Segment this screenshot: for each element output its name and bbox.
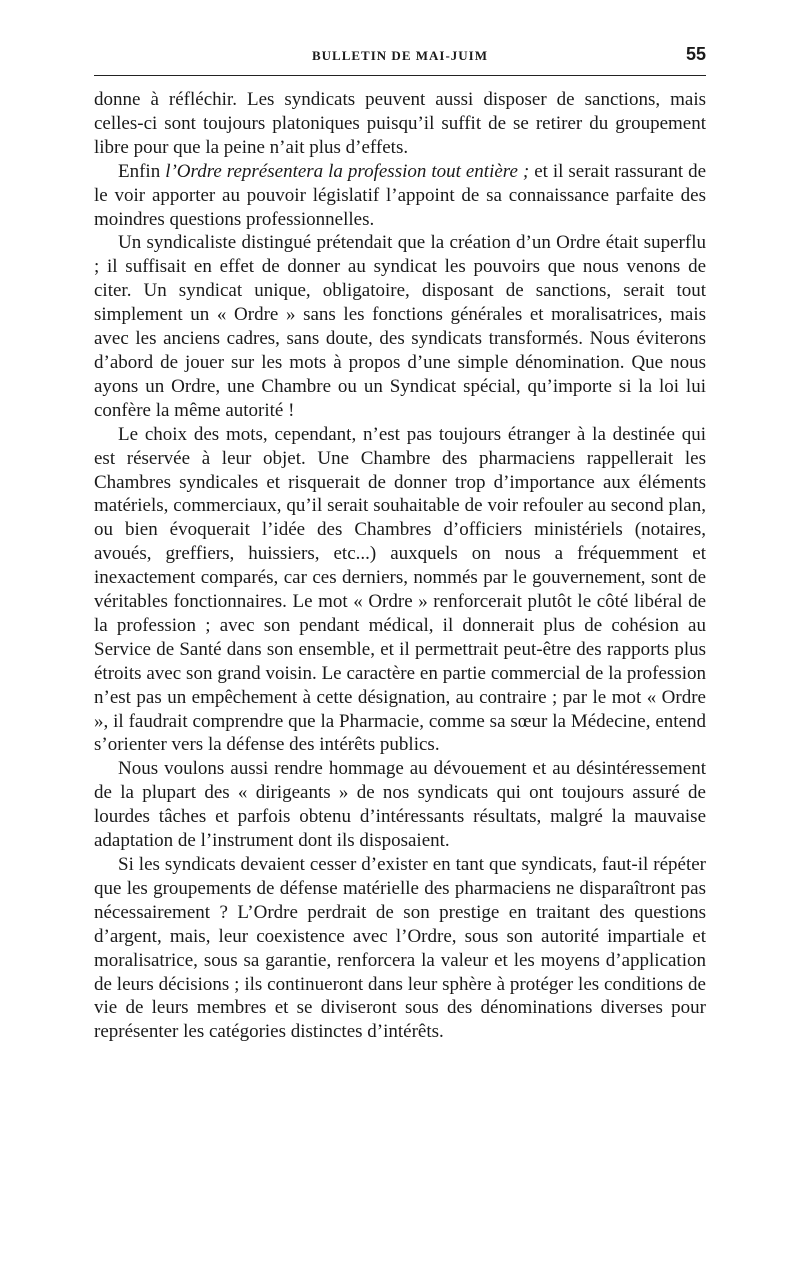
running-title: BULLETIN DE MAI-JUIM [311, 48, 488, 63]
running-header [94, 42, 706, 72]
paragraph-2 [94, 160, 706, 232]
body-text [94, 88, 706, 1044]
paragraph-2-italic-phrase: l’Ordre représentera la profession tout entière ; [165, 160, 530, 182]
paragraph-1: donne à réfléchir. Les syndicats peuvent aussi disposer de sanctions, mais celles-ci sont toujours platoniques puisqu’il suffit de se retirer du groupement libre pour que la peine n’ait plus d’effets. [94, 89, 706, 158]
page [94, 42, 706, 1044]
paragraph-2-rest: et il serait rassurant de le voir apporter au pouvoir législatif l’appoint de sa connaissance parfaite des moindres questions professionnelles. [94, 160, 707, 230]
paragraph-5: Nous voulons aussi rendre hommage au dévouement et au désintéressement de la plupart des « dirigeants » de nos syndicats qui ont toujours assuré de lourdes tâches et parfois obtenu d’intéressants résultats, malgré la mauvaise adaptation de l’instrument dont ils disposaient. [94, 758, 706, 852]
page-number: 55 [685, 44, 706, 64]
paragraph-3: Un syndicaliste distingué prétendait que la création d’un Ordre était superflu ; il suffisait en effet de donner au syndicat les pouvoirs que nous venons de citer. Un syndicat unique, obligatoire, disposant de sanctions, serait tout simplement un « Ordre » sans les fonctions générales et moralisatrices, mais avec les anciens cadres, sans doute, des syndicats transformés. Nous éviterons d’abord de jouer sur les mots à propos d’une simple dénomination. Que nous ayons un Ordre, une Chambre ou un Syndicat spécial, qu’importe si la loi lui confère la même autorité ! [94, 232, 706, 421]
paragraph-4: Le choix des mots, cependant, n’est pas toujours étranger à la destinée qui est réservée à leur objet. Une Chambre des pharmaciens rappellerait les Chambres syndicales et risquerait de donner trop d’importance aux éléments matériels, commerciaux, qu’il serait souhaitable de voir refouler au second plan, ou bien évoquerait l’idée des Chambres d’officiers ministériels (notaires, avoués, greffiers, huissiers, etc...) auxquels on nous a fréquemment et inexactement comparés, car ces derniers, nommés par le gouvernement, sont de véritables fonctionnaires. Le mot « Ordre » renforcerait plutôt le côté libéral de la profession ; avec son pendant médical, il donnerait plus de cohésion au Service de Santé dans son ensemble, et il permettrait peut-être des rapports plus étroits avec son grand voisin. Le caractère en partie commercial de la profession n’est pas un empêchement à cette désignation, au contraire ; par le mot « Ordre », il faudrait comprendre que la Pharmacie, comme sa sœur la Médecine, entend s’orienter vers la défense des intérêts publics. [94, 423, 706, 756]
header-rule [94, 75, 706, 76]
paragraph-6: Si les syndicats devaient cesser d’exister en tant que syndicats, faut-il répéter que les groupements de défense matérielle des pharmaciens ne disparaîtront pas nécessairement ? L’Ordre perdrait de son prestige en traitant des questions d’argent, mais, leur coexistence avec l’Ordre, sous son autorité impartiale et moralisatrice, sous sa garantie, renforcera la valeur et les moyens d’application de leurs décisions ; ils continueront dans leur sphère à protéger les conditions de vie de leurs membres et se diviseront sous des dénominations diverses pour représenter les catégories distinctes d’intérêts. [94, 854, 706, 1043]
paragraph-2-lead: Enfin [118, 160, 166, 182]
